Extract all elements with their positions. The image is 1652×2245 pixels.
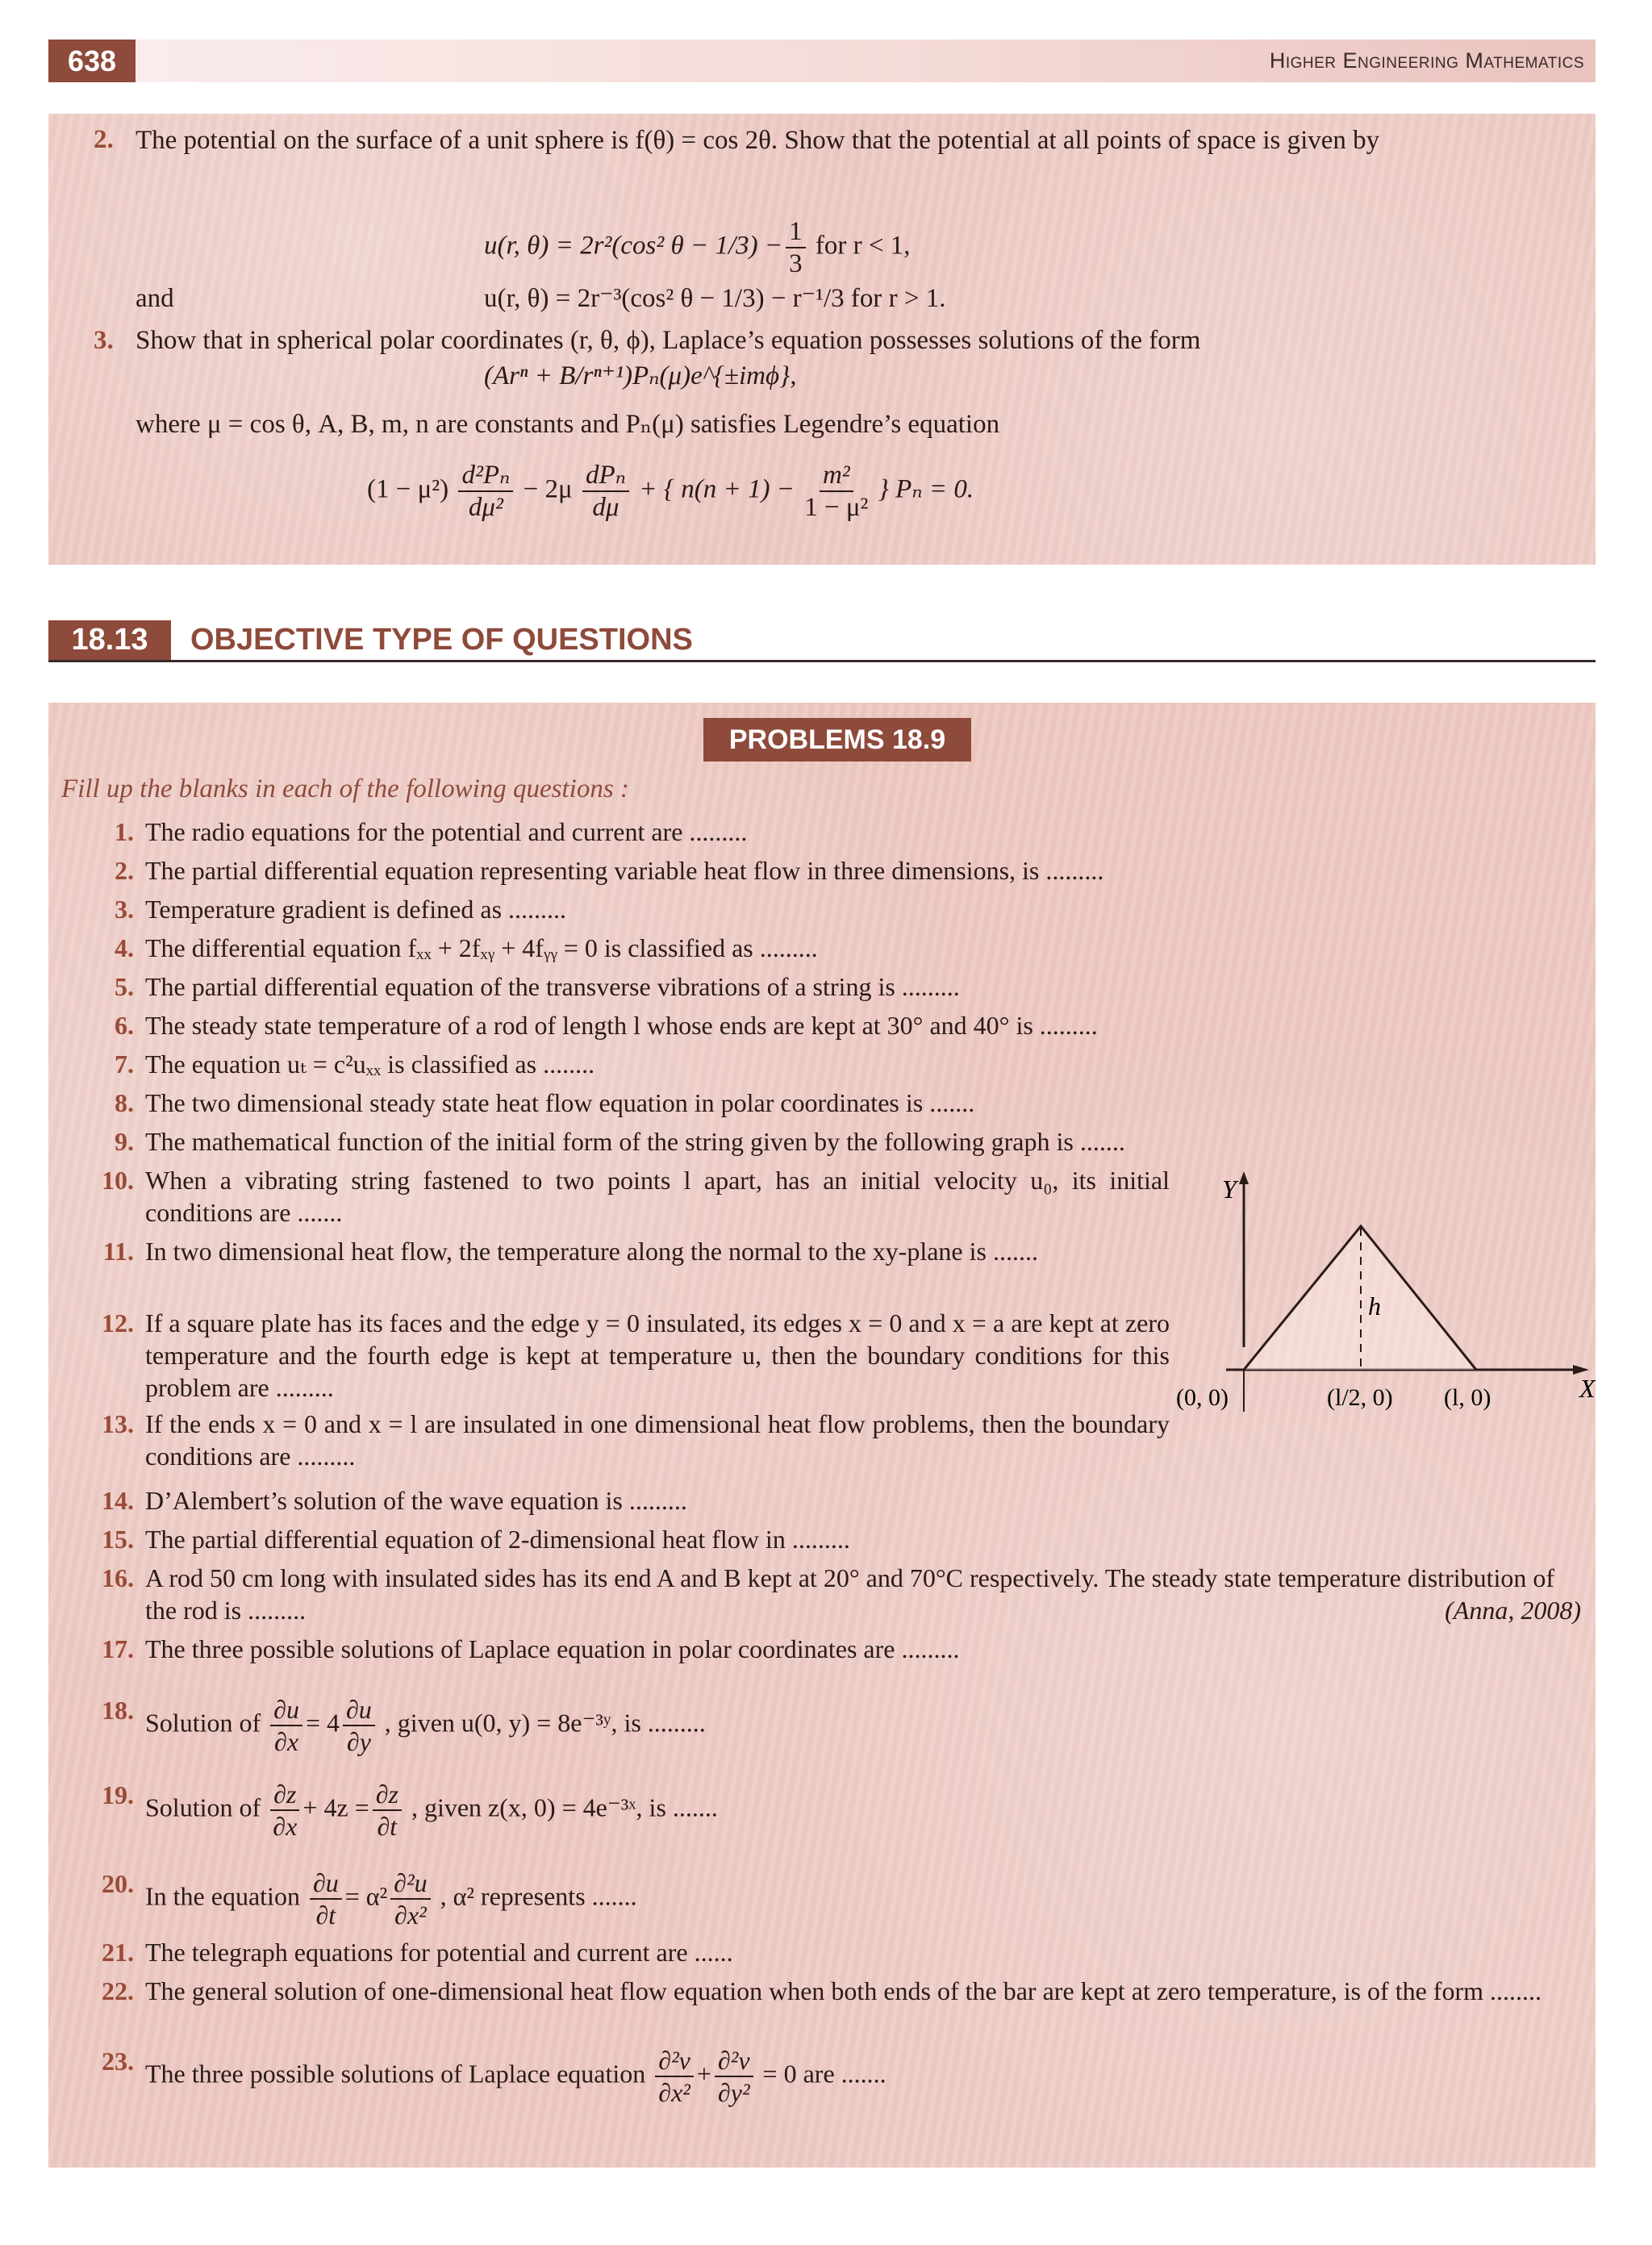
problems-intro: Fill up the blanks in each of the following questions : (61, 774, 629, 803)
question-item (69, 2045, 1581, 2108)
question-number: 23. (102, 2047, 134, 2076)
question-number: 14. (102, 1486, 134, 1515)
citation: (Anna, 2008) (1445, 1596, 1581, 1625)
expr-f2d: ∂y² (717, 2078, 750, 2107)
expr-f1n: ∂z (270, 1779, 299, 1811)
question-text (145, 1523, 1581, 1555)
problem-2 (94, 123, 114, 156)
question-number: 10. (102, 1166, 134, 1195)
question-text (145, 1694, 1581, 1757)
section-heading (48, 620, 1596, 662)
question-body: D’Alembert’s solution of the wave equation is ......... (145, 1486, 687, 1515)
endpoint-label: (l, 0) (1444, 1384, 1491, 1411)
expr-f2d: ∂t (377, 1812, 398, 1841)
question-number: 17. (102, 1634, 134, 1663)
question-number: 1. (115, 817, 134, 846)
question-item (69, 1125, 1581, 1158)
question-text (145, 1562, 1581, 1626)
problem-3-where: where μ = cos θ, A, B, m, n are constants and Pₙ(μ) satisfies Legendre’s equation (136, 410, 1000, 439)
expr-f1n: ∂u (310, 1867, 342, 1900)
question-body: A rod 50 cm long with insulated sides has its end A and B kept at 20° and 70°C respectively. The steady state temperature distribution of the rod is ......... (145, 1563, 1555, 1625)
expr-f1d: ∂x (273, 1812, 298, 1841)
x-label: X (1579, 1374, 1596, 1403)
question-body: The general solution of one-dimensional heat flow equation when both ends of the bar are kept at zero temperature, is of the form ........ (145, 1976, 1541, 2005)
question-item (69, 1408, 1170, 1472)
fraction (582, 460, 629, 523)
question-item (69, 1562, 1581, 1626)
numerator: d²Pₙ (458, 460, 513, 492)
expr-f1n: ∂u (270, 1694, 302, 1726)
fraction (715, 2045, 753, 2108)
and-label: and (136, 284, 174, 313)
question-body: The mathematical function of the initial form of the string given by the following graph is ....... (145, 1127, 1125, 1156)
question-item (69, 1694, 1581, 1757)
solution-form: (Arⁿ + B/rⁿ⁺¹)Pₙ(μ)e^{±imϕ}, (484, 361, 797, 390)
question-item (69, 1484, 1581, 1517)
problem-3-text: Show that in spherical polar coordinates (r, θ, ϕ), Laplace’s equation possesses solutions of the form (136, 326, 1201, 355)
question-text (145, 1235, 1170, 1267)
question-text (145, 970, 1581, 1003)
question-number: 6. (115, 1011, 134, 1040)
fraction (786, 216, 806, 279)
fraction (390, 1867, 430, 1930)
equation-inner (484, 216, 911, 279)
question-number: 15. (102, 1525, 134, 1554)
expr-f2n: ∂z (373, 1779, 402, 1811)
expr-post: , α² represents ....... (440, 1881, 637, 1911)
question-text (145, 1779, 1581, 1842)
question-body: The equation uₜ = c²uₓₓ is classified as ........ (145, 1049, 595, 1079)
fraction (373, 1779, 402, 1842)
eq1-left: u(r, θ) = 2r²(cos² θ − 1/3) − (484, 231, 783, 261)
fraction (458, 460, 513, 523)
question-number: 20. (102, 1869, 134, 1898)
question-text (145, 1125, 1581, 1158)
question-number: 19. (102, 1780, 134, 1809)
fraction (343, 1694, 375, 1757)
question-text (145, 2045, 1581, 2108)
question-text (145, 1867, 1581, 1930)
question-number: 22. (102, 1976, 134, 2005)
question-item (69, 1975, 1581, 2007)
question-body: The differential equation fₓₓ + 2fₓᵧ + 4fᵧᵧ = 0 is classified as ......... (145, 933, 818, 962)
question-text (145, 893, 1581, 925)
book-title: Higher Engineering Mathematics (1269, 48, 1584, 73)
question-text (145, 816, 1581, 848)
problems-title: PROBLEMS 18.9 (703, 718, 971, 762)
question-number: 13. (102, 1409, 134, 1438)
fraction (655, 2045, 694, 2108)
expr-f1n: ∂²v (655, 2045, 694, 2077)
expr-post: , given u(0, y) = 8e⁻³ʸ, is ......... (384, 1708, 706, 1738)
denominator: dμ (592, 493, 620, 522)
question-number: 12. (102, 1308, 134, 1337)
question-item (69, 970, 1581, 1003)
y-arrow-icon (1239, 1171, 1249, 1184)
expr-mid: + 4z = (302, 1792, 369, 1822)
question-text (145, 1484, 1581, 1517)
question-number: 18. (102, 1696, 134, 1725)
question-item (69, 1633, 1581, 1665)
numerator: dPₙ (582, 460, 629, 492)
eq-part: } Pₙ = 0. (878, 474, 974, 504)
section-number: 18.13 (48, 620, 171, 660)
expr-pre: Solution of (145, 1708, 261, 1738)
expr-f2n: ∂²v (715, 2045, 753, 2077)
numerator: 1 (786, 216, 806, 248)
string-graph (1162, 1170, 1597, 1420)
denominator: 1 − μ² (804, 493, 869, 522)
question-item (69, 1936, 1581, 1968)
question-item (69, 1235, 1170, 1267)
fraction (804, 460, 868, 523)
question-number: 16. (102, 1563, 134, 1592)
question-body: If a square plate has its faces and the edge y = 0 insulated, its edges x = 0 and x = a are kept at zero temperature and the fourth edge is kept at temperature u, then the boundary conditions for this problem are ......... (145, 1308, 1170, 1402)
fraction (310, 1867, 342, 1930)
question-item (69, 1307, 1170, 1404)
expr-f2n: ∂²u (390, 1867, 430, 1900)
question-body: The partial differential equation of 2-dimensional heat flow in ......... (145, 1525, 850, 1554)
question-text (145, 1164, 1170, 1229)
expr-mid: = α² (344, 1881, 388, 1911)
eq-part: − 2μ (523, 474, 573, 504)
question-item (69, 1087, 1581, 1119)
question-body: When a vibrating string fastened to two points l apart, has an initial velocity u₀, its initial conditions are ....... (145, 1166, 1170, 1227)
expr-f1d: ∂x² (658, 2078, 690, 2107)
y-label: Y (1222, 1175, 1237, 1204)
expr-mid: + (696, 2059, 711, 2089)
eq1-right: for r < 1, (815, 231, 911, 261)
question-text (145, 932, 1581, 964)
question-text (145, 1048, 1581, 1080)
question-body: The telegraph equations for potential and current are ...... (145, 1938, 733, 1967)
question-body: The two dimensional steady state heat flow equation in polar coordinates is ....... (145, 1088, 975, 1117)
expr-mid: = 4 (305, 1708, 340, 1738)
problem-number: 3. (94, 326, 114, 355)
fraction (270, 1694, 302, 1757)
question-text (145, 854, 1581, 887)
midpoint-label: (l/2, 0) (1327, 1384, 1393, 1411)
question-number: 21. (102, 1938, 134, 1967)
question-body: The partial differential equation of the transverse vibrations of a string is ......... (145, 972, 960, 1001)
eq-part: + { n(n + 1) − (639, 474, 795, 504)
question-body: The partial differential equation representing variable heat flow in three dimensions, is ......... (145, 856, 1104, 885)
expr-f1d: ∂x (274, 1727, 299, 1756)
problem-3-number (94, 324, 114, 357)
expr-f2d: ∂y (346, 1727, 371, 1756)
question-text (145, 1307, 1170, 1404)
question-number: 5. (115, 972, 134, 1001)
expr-pre: Solution of (145, 1792, 261, 1822)
height-label: h (1368, 1292, 1381, 1321)
question-body: The steady state temperature of a rod of length l whose ends are kept at 30° and 40° is ......... (145, 1011, 1098, 1040)
question-number: 8. (115, 1088, 134, 1117)
question-number: 2. (115, 856, 134, 885)
numerator: m² (820, 460, 853, 492)
question-item (69, 1009, 1581, 1041)
section-title: OBJECTIVE TYPE OF QUESTIONS (190, 623, 693, 657)
question-text (145, 1975, 1581, 2007)
question-item (69, 893, 1581, 925)
question-text (145, 1408, 1170, 1472)
question-body: If the ends x = 0 and x = l are insulated in one dimensional heat flow problems, then the boundary conditions are ......... (145, 1409, 1170, 1471)
question-item (69, 1779, 1581, 1842)
question-item (69, 1523, 1581, 1555)
question-number: 11. (102, 1237, 134, 1266)
expr-pre: The three possible solutions of Laplace equation (145, 2059, 646, 2089)
question-text (145, 1936, 1581, 1968)
expr-f2n: ∂u (343, 1694, 375, 1726)
expr-post: , given z(x, 0) = 4e⁻³ˣ, is ....... (411, 1792, 718, 1822)
problem-number: 2. (94, 125, 114, 154)
expr-pre: In the equation (145, 1881, 300, 1911)
question-number: 3. (115, 895, 134, 924)
question-item (69, 1164, 1170, 1229)
question-item (69, 1867, 1581, 1930)
page-header (48, 40, 1596, 82)
expr-f1d: ∂t (315, 1901, 336, 1930)
expr-post: = 0 are ....... (762, 2059, 886, 2089)
legendre-equation (367, 460, 974, 523)
question-body: Temperature gradient is defined as ......... (145, 895, 567, 924)
question-text (145, 1633, 1581, 1665)
question-number: 4. (115, 933, 134, 962)
expr-f2d: ∂x² (394, 1901, 427, 1930)
denominator: 3 (789, 249, 803, 278)
problem-2-text: The potential on the surface of a unit sphere is f(θ) = cos 2θ. Show that the potential at all points of space is given by (136, 126, 1380, 155)
question-item (69, 854, 1581, 887)
question-item (69, 932, 1581, 964)
eq-part: (1 − μ²) (367, 474, 449, 504)
origin-label: (0, 0) (1176, 1384, 1229, 1411)
question-text (145, 1009, 1581, 1041)
question-body: The radio equations for the potential and current are ......... (145, 817, 748, 846)
equation-outer: u(r, θ) = 2r⁻³(cos² θ − 1/3) − r⁻¹/3 for r > 1. (484, 284, 946, 313)
question-body: The three possible solutions of Laplace equation in polar coordinates are ......... (145, 1634, 960, 1663)
question-item (69, 816, 1581, 848)
fraction (270, 1779, 299, 1842)
question-body: In two dimensional heat flow, the temperature along the normal to the xy-plane is ....... (145, 1237, 1038, 1266)
page-number: 638 (48, 40, 136, 82)
question-number: 9. (115, 1127, 134, 1156)
question-item (69, 1048, 1581, 1080)
question-number: 7. (115, 1049, 134, 1079)
question-text (145, 1087, 1581, 1119)
denominator: dμ² (468, 493, 503, 522)
